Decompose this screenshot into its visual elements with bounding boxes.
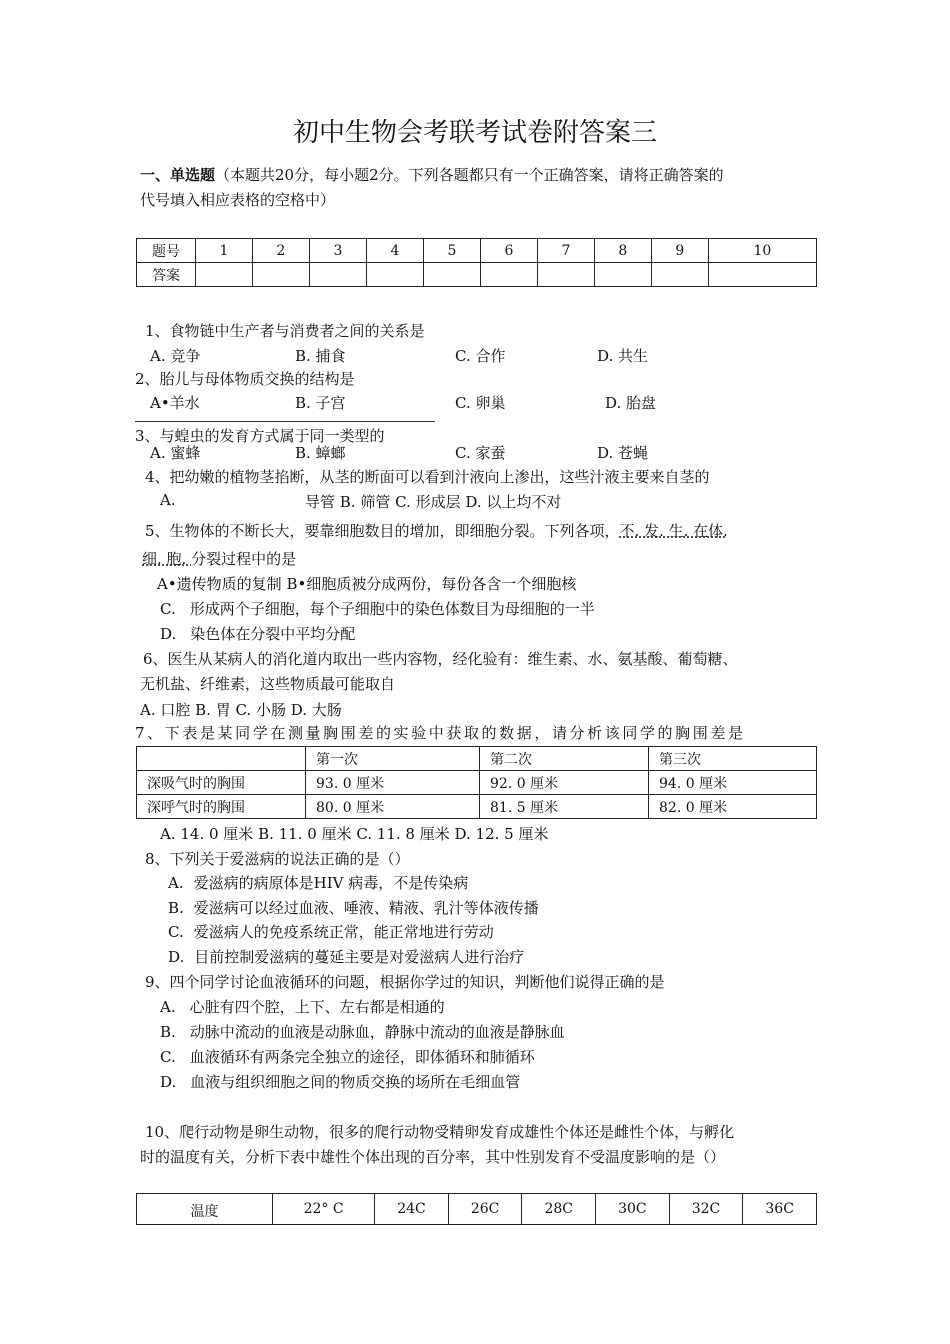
table-row xyxy=(137,1194,817,1225)
answer-cell[interactable] xyxy=(423,263,480,287)
q1-option-a: A. 竞争 xyxy=(150,347,201,365)
table-cell: 93. 0 厘米 xyxy=(306,771,480,795)
q10-stem: 10、爬行动物是卵生动物，很多的爬行动物受精卵发育成雄性个体还是雌性个体，与孵化 xyxy=(145,1123,735,1141)
temperature-cell: 30C xyxy=(596,1194,670,1225)
q8-option-a: A. 爱滋病的病原体是HIV 病毒，不是传染病 xyxy=(168,874,469,892)
question-number-cell: 5 xyxy=(423,239,480,263)
q1-option-c: C. 合作 xyxy=(455,347,506,365)
q4-stem: 4、把幼嫩的植物茎掐断，从茎的断面可以看到汁液向上渗出，这些汁液主要来自茎的 xyxy=(145,468,710,486)
table-cell: 深呼气时的胸围 xyxy=(137,795,306,819)
q5-stem-line2: 细. 胞. 分裂过程中的是 xyxy=(142,550,297,568)
q9-option-c: C. 血液循环有两条完全独立的途径，即体循环和肺循环 xyxy=(160,1048,535,1066)
q4-options: 导管 B. 筛管 C. 形成层 D. 以上均不对 xyxy=(305,493,562,511)
q9-option-d: D. 血液与组织细胞之间的物质交换的场所在毛细血管 xyxy=(160,1073,521,1091)
table-cell: 81. 5 厘米 xyxy=(480,795,649,819)
answer-cell[interactable] xyxy=(252,263,309,287)
answer-table-label: 题号 xyxy=(137,239,196,263)
table-header-cell xyxy=(137,747,306,771)
q6-stem: 6、医生从某病人的消化道内取出一些内容物，经化验有：维生素、水、氨基酸、葡萄糖、 xyxy=(143,650,738,668)
question-number-cell: 6 xyxy=(480,239,537,263)
question-number-cell: 2 xyxy=(252,239,309,263)
table-header-cell: 第三次 xyxy=(649,747,817,771)
table-cell: 92. 0 厘米 xyxy=(480,771,649,795)
question-number-cell: 10 xyxy=(708,239,816,263)
q3-option-b: B. 蟑螂 xyxy=(295,444,346,462)
answer-cell[interactable] xyxy=(480,263,537,287)
q3-option-a: A. 蜜蜂 xyxy=(150,444,201,462)
table-row xyxy=(137,747,817,771)
table-row xyxy=(137,771,817,795)
temperature-cell: 32C xyxy=(669,1194,743,1225)
answer-cell[interactable] xyxy=(309,263,366,287)
divider-line xyxy=(135,421,435,422)
question-number-cell: 3 xyxy=(309,239,366,263)
answer-cell[interactable] xyxy=(708,263,816,287)
q6-options: A. 口腔 B. 胃 C. 小肠 D. 大肠 xyxy=(140,701,342,719)
table-cell: 80. 0 厘米 xyxy=(306,795,480,819)
q5-option-c: C. 形成两个子细胞，每个子细胞中的染色体数目为母细胞的一半 xyxy=(160,600,595,618)
q2-option-b: B. 子宫 xyxy=(295,394,346,412)
table-header-cell: 第二次 xyxy=(480,747,649,771)
q9-option-b: B. 动脉中流动的血液是动脉血，静脉中流动的血液是静脉血 xyxy=(160,1023,565,1041)
q2-stem: 2、胎儿与母体物质交换的结构是 xyxy=(135,370,355,388)
answer-cell[interactable] xyxy=(651,263,708,287)
temperature-cell: 24C xyxy=(375,1194,449,1225)
temperature-cell: 22° C xyxy=(273,1194,375,1225)
q9-option-a: A. 心脏有四个腔，上下、左右都是相通的 xyxy=(160,998,445,1016)
q5-emphasis: 不. 发. 生. 在体. xyxy=(619,522,728,540)
answer-table-answer-row xyxy=(137,263,817,287)
temperature-table xyxy=(136,1193,817,1225)
section-instructions: 一、单选题（本题共20分，每小题2分。下列各题都只有一个正确答案，请将正确答案的 xyxy=(140,166,724,184)
temperature-cell: 26C xyxy=(448,1194,522,1225)
q2-option-a: A•羊水 xyxy=(150,394,200,412)
q8-option-b: B. 爱滋病可以经过血液、唾液、精液、乳汁等体液传播 xyxy=(168,899,539,917)
q1-option-d: D. 共生 xyxy=(597,347,649,365)
q2-option-c: C. 卵巢 xyxy=(455,394,506,412)
q10-stem-line2: 时的温度有关，分析下表中雄性个体出现的百分率，其中性别发育不受温度影响的是（） xyxy=(140,1148,726,1166)
q3-option-d: D. 苍蝇 xyxy=(597,444,649,462)
page-title: 初中生物会考联考试卷附答案三 xyxy=(292,118,657,148)
table-header-cell: 第一次 xyxy=(306,747,480,771)
table-row xyxy=(137,795,817,819)
q1-stem: 1、食物链中生产者与消费者之间的关系是 xyxy=(145,322,425,340)
q4-option-a-label: A. xyxy=(160,491,176,509)
question-number-cell: 4 xyxy=(366,239,423,263)
section-instructions-line2: 代号填入相应表格的空格中） xyxy=(140,191,336,209)
table-cell: 深吸气时的胸围 xyxy=(137,771,306,795)
question-number-cell: 1 xyxy=(196,239,253,263)
table-cell: 94. 0 厘米 xyxy=(649,771,817,795)
q1-option-b: B. 捕食 xyxy=(295,347,346,365)
q6-stem-line2: 无机盐、纤维素，这些物质最可能取自 xyxy=(140,675,396,693)
chest-measurement-table xyxy=(136,746,817,819)
q8-stem: 8、下列关于爱滋病的说法正确的是（） xyxy=(145,850,410,868)
table-header-cell: 温度 xyxy=(137,1194,273,1225)
answer-table xyxy=(136,238,817,287)
section-heading: 一、单选题 xyxy=(140,166,216,184)
answer-cell[interactable] xyxy=(366,263,423,287)
q5-options-ab: A•遗传物质的复制 B•细胞质被分成两份，每份各含一个细胞核 xyxy=(157,575,577,593)
q5-stem: 5、生物体的不断长大，要靠细胞数目的增加，即细胞分裂。下列各项，不. 发. 生. 在体. xyxy=(145,522,728,540)
question-number-cell: 7 xyxy=(537,239,594,263)
q3-option-c: C. 家蚕 xyxy=(455,444,506,462)
temperature-cell: 36C xyxy=(743,1194,817,1225)
answer-table-number-row xyxy=(137,239,817,263)
q7-stem: 7、下表是某同学在测量胸围差的实验中获取的数据，请分析该同学的胸围差是 xyxy=(135,724,746,742)
table-cell: 82. 0 厘米 xyxy=(649,795,817,819)
q8-option-c: C. 爱滋病人的免疫系统正常，能正常地进行劳动 xyxy=(168,923,494,941)
answer-cell[interactable] xyxy=(537,263,594,287)
answer-table-label: 答案 xyxy=(137,263,196,287)
question-number-cell: 9 xyxy=(651,239,708,263)
q7-options: A. 14. 0 厘米 B. 11. 0 厘米 C. 11. 8 厘米 D. 12. 5 厘米 xyxy=(160,825,549,843)
question-number-cell: 8 xyxy=(594,239,651,263)
q2-option-d: D. 胎盘 xyxy=(605,394,657,412)
answer-cell[interactable] xyxy=(196,263,253,287)
q3-stem: 3、与蝗虫的发育方式属于同一类型的 xyxy=(135,427,385,445)
q5-emphasis: 细. 胞. xyxy=(142,550,192,568)
temperature-cell: 28C xyxy=(522,1194,596,1225)
answer-cell[interactable] xyxy=(594,263,651,287)
q8-option-d: D. 目前控制爱滋病的蔓延主要是对爱滋病人进行治疗 xyxy=(168,948,525,966)
q5-option-d: D. 染色体在分裂中平均分配 xyxy=(160,625,356,643)
q9-stem: 9、四个同学讨论血液循环的问题，根据你学过的知识，判断他们说得正确的是 xyxy=(145,973,665,991)
